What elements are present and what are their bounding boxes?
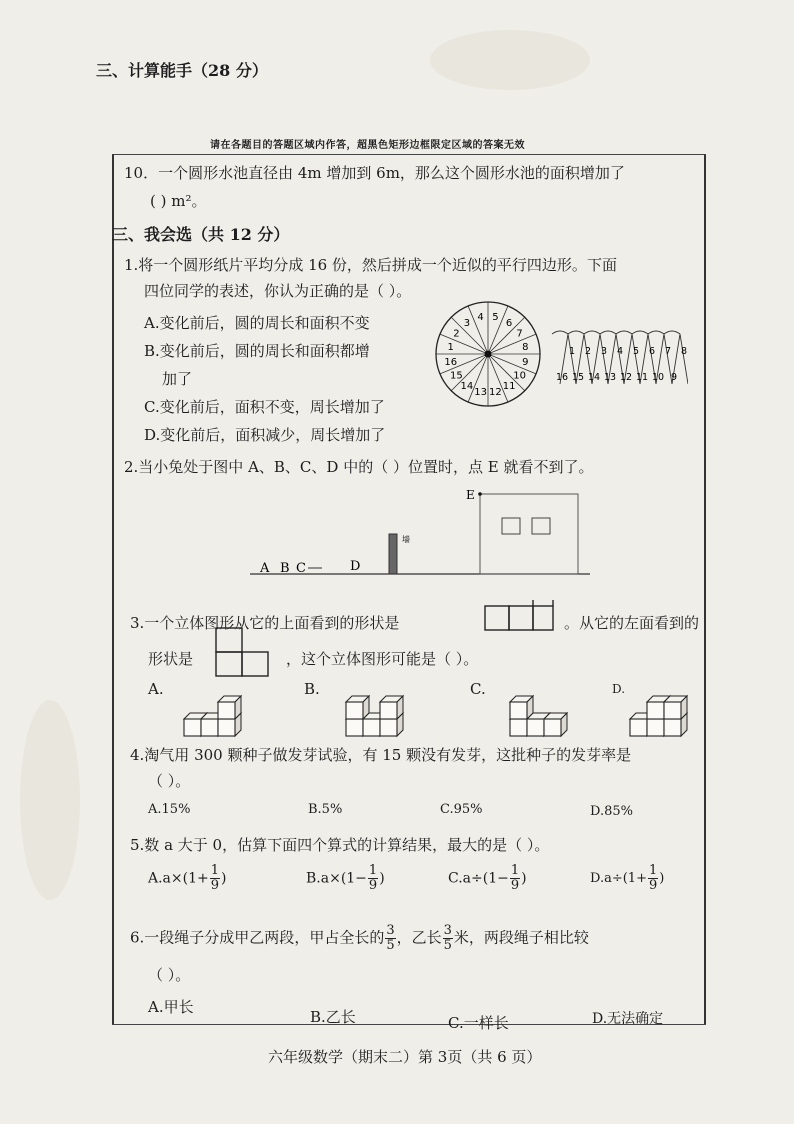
q3-option-b-cubes xyxy=(342,684,422,738)
q6-part3: 米，两段绳子相比较 xyxy=(453,928,589,947)
circle-sector-number: 16 xyxy=(444,356,458,368)
left-view-shape xyxy=(214,626,272,680)
q5-a-prefix: A.a×(1+ xyxy=(148,870,209,887)
q3-line2a: 形状是 xyxy=(148,650,194,668)
parallelogram-top-number: 3 xyxy=(600,346,608,357)
q5-d-suffix: ) xyxy=(659,871,665,886)
point-d: D xyxy=(350,559,361,574)
circle-sector-number: 3 xyxy=(463,317,471,329)
wall-label: 墙 xyxy=(402,535,410,544)
parallelogram-top-number: 2 xyxy=(584,346,592,357)
q3-option-a-cubes xyxy=(180,684,260,738)
circle-sector-number: 6 xyxy=(505,317,513,329)
circle-sector-number: 9 xyxy=(522,356,529,368)
q4-option-b[interactable]: B.5% xyxy=(308,802,343,817)
circle-sector-number: 5 xyxy=(492,312,499,324)
circle-sector-number: 1 xyxy=(447,342,454,354)
q10-unit: m²。 xyxy=(171,192,207,210)
cube-front-face xyxy=(527,719,544,736)
q1-line1: 1.将一个圆形纸片平均分成 16 份，然后拼成一个近似的平行四边形。下面 xyxy=(124,256,617,274)
q5-b-fraction: $\frac{1}{9}$ xyxy=(368,863,378,893)
point-e: E xyxy=(466,488,475,502)
parallelogram-arc xyxy=(600,331,616,334)
cube-front-face xyxy=(664,702,681,719)
parallelogram-figure xyxy=(548,326,688,390)
cube-front-face xyxy=(218,702,235,719)
q6-option-a[interactable]: A.甲长 xyxy=(148,998,194,1016)
q6-option-d[interactable]: D.无法确定 xyxy=(592,1011,664,1027)
cube-front-face xyxy=(218,719,235,736)
q5-d-fraction: $\frac{1}{9}$ xyxy=(648,863,658,893)
q4-option-c[interactable]: C.95% xyxy=(440,802,483,817)
parallelogram-bottom-number: 11 xyxy=(635,372,649,383)
parallelogram-arc xyxy=(664,331,680,334)
q4-option-d[interactable]: D.85% xyxy=(590,804,633,819)
q6-part2: ，乙长 xyxy=(396,928,442,947)
q1-option-d[interactable]: D.变化前后，面积减少，周长增加了 xyxy=(144,426,386,444)
divided-circle-figure xyxy=(432,298,544,410)
q5-b-prefix: B.a×(1− xyxy=(306,870,367,887)
q6-option-c[interactable]: C.一样长 xyxy=(448,1014,509,1032)
wall xyxy=(389,534,397,574)
q6-line2: （ ）。 xyxy=(148,966,191,984)
parallelogram-bottom-number: 12 xyxy=(619,372,633,383)
parallelogram-arc xyxy=(568,331,584,334)
cube-front-face xyxy=(380,719,397,736)
circle-sector-number: 11 xyxy=(502,381,516,393)
q5-a-suffix: ) xyxy=(221,870,227,887)
q5-option-b[interactable] xyxy=(306,864,385,893)
q5-c-prefix: C.a÷(1− xyxy=(448,870,509,887)
q6-fraction-1: $\frac{3}{5}$ xyxy=(386,923,395,953)
q1-option-b[interactable]: B.变化前后，圆的周长和面积都增 xyxy=(144,342,370,360)
q1-option-a[interactable]: A.变化前后，圆的周长和面积不变 xyxy=(144,314,370,332)
q3-option-a-label[interactable]: A. xyxy=(148,680,164,698)
q6-option-b[interactable]: B.乙长 xyxy=(310,1008,356,1026)
q2-scene-figure xyxy=(250,484,600,580)
cube-front-face xyxy=(201,719,218,736)
parallelogram-arc xyxy=(584,331,600,334)
q1-option-b-cont: 加了 xyxy=(162,370,193,388)
q3-line2b: ，这个立体图形可能是（ ）。 xyxy=(286,650,479,668)
circle-sector-number: 10 xyxy=(513,370,526,382)
circle-sector-number: 13 xyxy=(474,386,487,398)
parallelogram-arc xyxy=(648,331,664,334)
cube-front-face xyxy=(346,702,363,719)
cube-front-face xyxy=(184,719,201,736)
parallelogram-bottom-number: 15 xyxy=(571,372,585,383)
parallelogram-top-number: 1 xyxy=(568,346,576,357)
q3-option-d-cubes xyxy=(626,684,706,738)
q10-line2 xyxy=(150,190,207,211)
parallelogram-bottom-number: 9 xyxy=(670,372,678,383)
q5-option-a[interactable] xyxy=(148,864,227,893)
cube-front-face xyxy=(647,719,664,736)
q4-option-a[interactable]: A.15% xyxy=(148,802,191,817)
cube-front-face xyxy=(664,719,681,736)
q3-option-c-label[interactable]: C. xyxy=(470,680,486,698)
circle-sector-number: 2 xyxy=(453,328,460,340)
q1-option-c[interactable]: C.变化前后，面积不变，周长增加了 xyxy=(144,398,385,416)
q1-line2: 四位同学的表述，你认为正确的是（ ）。 xyxy=(144,282,412,300)
parallelogram-top-number: 4 xyxy=(616,346,624,357)
circle-sector-number: 8 xyxy=(522,342,529,354)
q6-part1: 6.一段绳子分成甲乙两段，甲占全长的 xyxy=(130,928,385,947)
q5-c-suffix: ) xyxy=(521,870,527,887)
circle-sector-number: 14 xyxy=(460,381,474,393)
parallelogram-bottom-number: 13 xyxy=(603,372,617,383)
q6-line1 xyxy=(130,924,589,953)
point-b: B xyxy=(280,561,290,576)
q10-blank[interactable]: ( ) xyxy=(150,192,167,210)
cube-front-face xyxy=(510,719,527,736)
parallelogram-top-number: 7 xyxy=(664,346,672,357)
point-c: C xyxy=(296,561,306,576)
q4-line1: 4.淘气用 300 颗种子做发芽试验，有 15 颗没有发芽，这批种子的发芽率是 xyxy=(130,746,632,764)
top-heading: 三、计算能手（28 分） xyxy=(96,61,268,80)
q3-option-d-label[interactable]: D. xyxy=(612,682,626,696)
circle-sector-number: 7 xyxy=(516,328,523,340)
parallelogram-bottom-number: 10 xyxy=(651,372,665,383)
q3-option-c-cubes xyxy=(506,684,586,738)
cube-front-face xyxy=(363,719,380,736)
cube-front-face xyxy=(380,702,397,719)
q6-fraction-2: $\frac{3}{5}$ xyxy=(443,923,452,953)
q5-c-fraction: $\frac{1}{9}$ xyxy=(510,863,520,893)
q5-option-c[interactable] xyxy=(448,864,527,893)
q5-a-fraction: $\frac{1}{9}$ xyxy=(210,863,220,893)
section-3-title: 三、我会选（共 12 分） xyxy=(112,225,290,244)
parallelogram-top-number: 6 xyxy=(648,346,656,357)
q5-d-prefix: D.a÷(1+ xyxy=(590,871,647,886)
cube-front-face xyxy=(510,702,527,719)
q5-text: 5.数 a 大于 0，估算下面四个算式的计算结果，最大的是（ ）。 xyxy=(130,836,550,854)
parallelogram-bottom-number: 16 xyxy=(555,372,569,383)
q5-option-d[interactable] xyxy=(590,864,664,893)
q10-line1: 10．一个圆形水池直径由 4m 增加到 6m，那么这个圆形水池的面积增加了 xyxy=(124,164,625,182)
parallelogram-arc xyxy=(616,331,632,334)
top-view-shape xyxy=(484,600,556,632)
q5-b-suffix: ) xyxy=(379,870,385,887)
parallelogram-arc xyxy=(552,331,568,334)
answer-area-notice: 请在各题目的答题区域内作答，超黑色矩形边框限定区域的答案无效 xyxy=(210,140,525,151)
cube-front-face xyxy=(647,702,664,719)
q2-text: 2.当小兔处于图中 A、B、C、D 中的（ ）位置时，点 E 就看不到了。 xyxy=(124,458,594,476)
parallelogram-arc xyxy=(632,331,648,334)
q3-line1a: 3.一个立体图形从它的上面看到的形状是 xyxy=(130,614,400,632)
parallelogram-top-number: 8 xyxy=(680,346,688,357)
cube-front-face xyxy=(544,719,561,736)
circle-sector-number: 12 xyxy=(489,386,502,398)
point-a: A xyxy=(260,561,270,576)
q3-option-b-label[interactable]: B. xyxy=(304,680,320,698)
cube-front-face xyxy=(630,719,647,736)
cube-front-face xyxy=(346,719,363,736)
q3-line1b: 。从它的左面看到的 xyxy=(564,614,700,632)
parallelogram-bottom-number: 14 xyxy=(587,372,601,383)
q4-line2: （ ）。 xyxy=(148,772,191,790)
parallelogram-top-number: 5 xyxy=(632,346,640,357)
circle-sector-number: 15 xyxy=(450,370,463,382)
page-footer: 六年级数学（期末二）第 3页（共 6 页） xyxy=(268,1048,542,1066)
circle-sector-number: 4 xyxy=(477,312,484,324)
